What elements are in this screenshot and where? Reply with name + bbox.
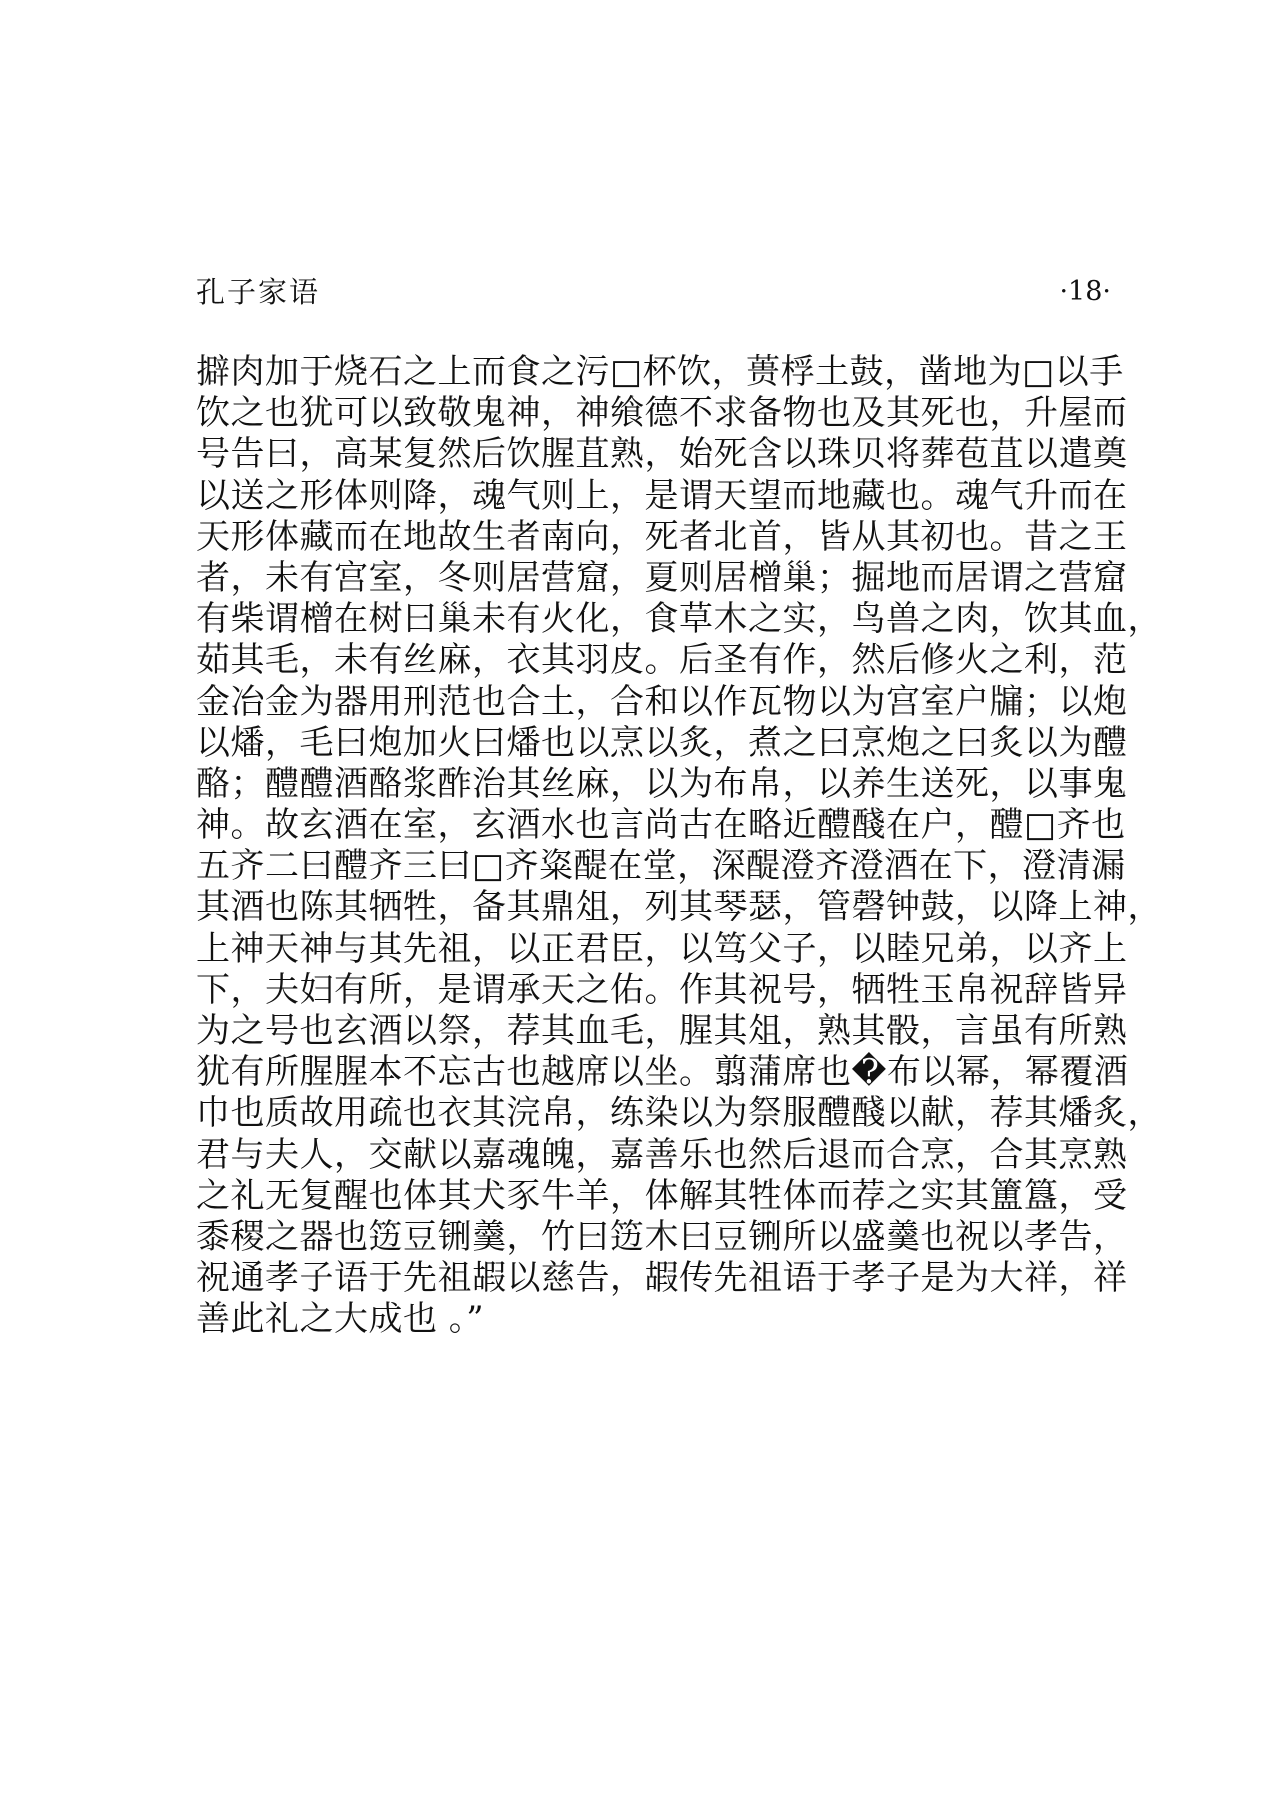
text-line: 巾也质故用疏也衣其浣帛，练染以为祭服醴醆以献，荐其燔炙， — [196, 1093, 1162, 1134]
text-line: 五齐二曰醴齐三曰□齐粢醍在堂，深醍澄齐澄酒在下，澄清漏 — [196, 846, 1126, 887]
text-line: 其酒也陈其牺牲，备其鼎俎，列其琴瑟，管磬钟鼓，以降上神， — [196, 887, 1162, 928]
text-line: 天形体藏而在地故生者南向，死者北首，皆从其初也。昔之王 — [196, 516, 1128, 557]
text-line: 金冶金为器用刑范也合土，合和以作瓦物以为宫室户牖；以炮 — [196, 681, 1128, 722]
text-line: 酪；醴醴酒酪浆酢治其丝麻，以为布帛，以养生送死，以事鬼 — [196, 763, 1128, 804]
text-line: 之礼无复醒也体其犬豕牛羊，体解其牲体而荐之实其簠簋，受 — [196, 1175, 1128, 1216]
page-header — [196, 262, 1111, 312]
body-text — [196, 352, 1162, 1341]
text-line: 者，未有宫室，冬则居营窟，夏则居橧巢；掘地而居谓之营窟 — [196, 557, 1128, 598]
text-line: 以送之形体则降，魂气则上，是谓天望而地藏也。魂气升而在 — [196, 475, 1128, 516]
text-line: 为之号也玄酒以祭，荐其血毛，腥其俎，熟其骰，言虽有所熟 — [196, 1011, 1128, 1051]
text-line: 有柴谓橧在树曰巢未有火化，食草木之实，鸟兽之肉，饮其血， — [196, 599, 1162, 640]
text-line: 茹其毛，未有丝麻，衣其羽皮。后圣有作，然后修火之利，范 — [196, 640, 1128, 681]
text-line: 黍稷之器也笾豆铏羹，竹曰笾木曰豆铏所以盛羹也祝以孝告， — [196, 1216, 1128, 1257]
text-line: 号告曰，高某复然后饮腥苴熟，始死含以珠贝将葬苞苴以遣奠 — [196, 434, 1128, 475]
text-line: 善此礼之大成也 。” — [196, 1299, 485, 1340]
text-line: 犹有所腥腥本不忘古也越席以坐。翦蒲席也�布以幂，幂覆酒 — [196, 1052, 1129, 1093]
text-line: 下，夫妇有所，是谓承天之佑。作其祝号，牺牲玉帛祝辞皆异 — [196, 969, 1128, 1010]
text-line: 上神天神与其先祖，以正君臣，以笃父子，以睦兄弟，以齐上 — [196, 928, 1128, 969]
text-line: 祝通孝子语于先祖嘏以慈告，嘏传先祖语于孝子是为大祥，祥 — [196, 1258, 1128, 1299]
book-title: 孔子家语 — [196, 275, 321, 309]
text-line: 饮之也犹可以致敬鬼神，神飨德不求备物也及其死也，升屋而 — [196, 393, 1128, 434]
text-line: 神。故玄酒在室，玄酒水也言尚古在略近醴醆在户，醴□齐也 — [196, 805, 1126, 846]
text-line: 君与夫人，交献以嘉魂魄，嘉善乐也然后退而合烹，合其烹熟 — [196, 1134, 1128, 1175]
text-line: 擗肉加于烧石之上而食之污□杯饮，蒉桴土鼓，凿地为□以手 — [196, 352, 1124, 392]
text-line: 以燔，毛曰炮加火曰燔也以烹以炙，煮之曰烹炮之曰炙以为醴 — [196, 722, 1128, 763]
page-number: ·18· — [1059, 276, 1111, 307]
